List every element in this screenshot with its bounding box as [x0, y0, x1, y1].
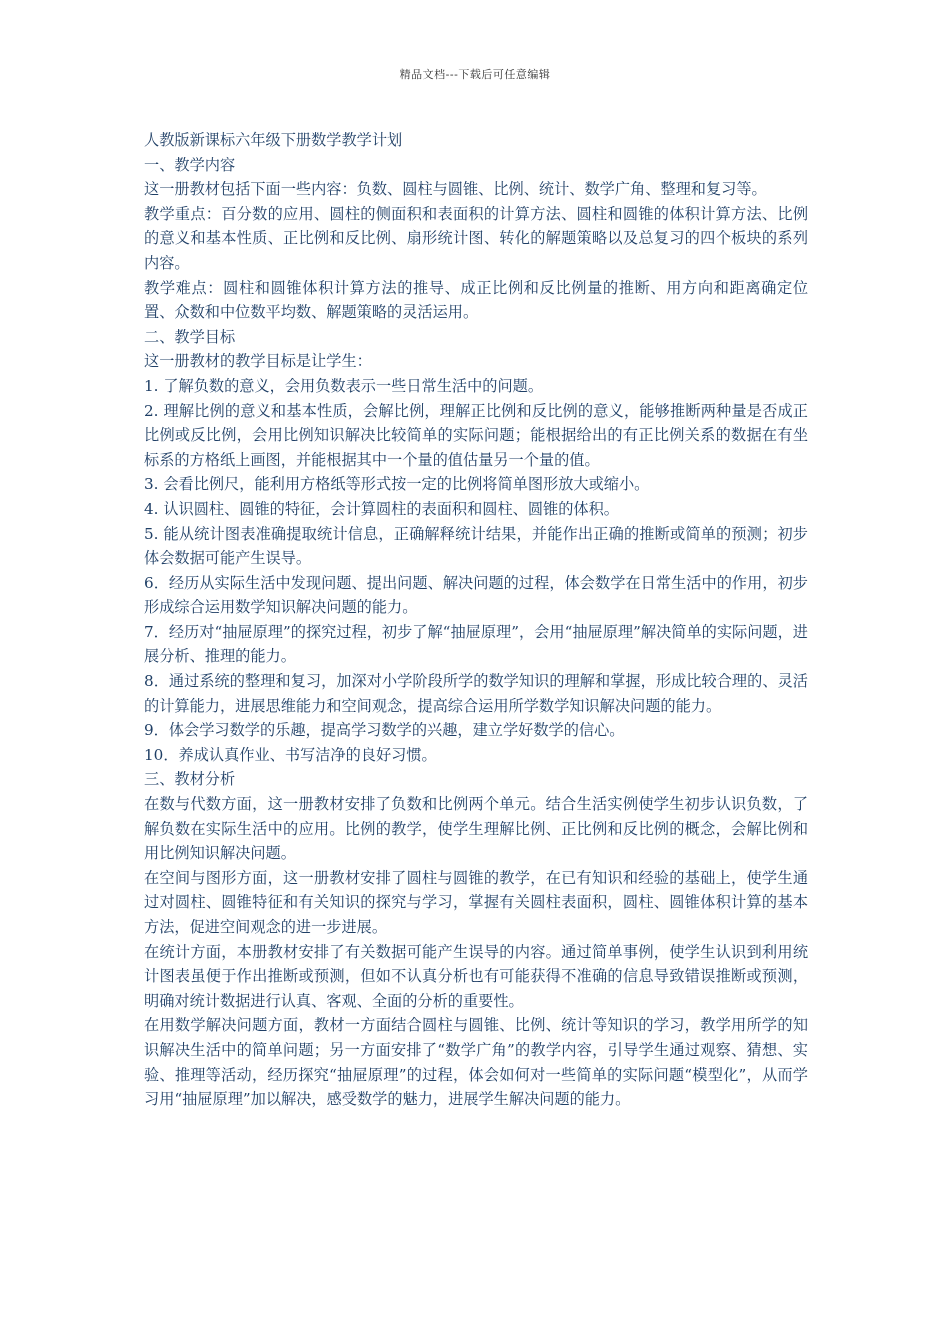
goal-item: 1. 了解负数的意义，会用负数表示一些日常生活中的问题。	[144, 376, 544, 395]
section-heading-goals: 二、教学目标	[144, 327, 236, 346]
document-title: 人教版新课标六年级下册数学教学计划	[144, 131, 403, 149]
analysis-paragraph: 在数与代数方面，这一册教材安排了负数和比例两个单元。结合生活实例使学生初步认识负数，了解负数在实际生活中的应用。比例的教学，使学生理解比例、正比例和反比例的概念，会解比例和用比例知识解决问题。	[144, 795, 808, 863]
goals-intro: 这一册教材的教学目标是让学生：	[144, 352, 372, 371]
section-heading-content: 一、教学内容	[144, 155, 236, 174]
analysis-paragraph: 在统计方面，本册教材安排了有关数据可能产生误导的内容。通过简单事例，使学生认识到利用统计图表虽便于作出推断或预测，但如不认真分析也有可能获得不准确的信息导致错误推断或预测，明确对统计数据进行认真、客观、全面的分析的重要性。	[144, 942, 808, 1010]
analysis-paragraph: 在用数学解决问题方面，教材一方面结合圆柱与圆锥、比例、统计等知识的学习，教学用所学的知识解决生活中的简单问题；另一方面安排了“数学广角”的教学内容，引导学生通过观察、猜想、实验、推理等活动，经历探究“抽屉原理”的过程，体会如何对一些简单的实际问题“模型化”，从而学习用“抽屉原理”加以解决，感受数学的魅力，进展学生解决问题的能力。	[144, 1016, 808, 1109]
key-points-paragraph: 教学重点：百分数的应用、圆柱的侧面积和表面积的计算方法、圆柱和圆锥的体积计算方法、比例的意义和基本性质、正比例和反比例、扇形统计图、转化的解题策略以及总复习的四个板块的系列内容。	[144, 204, 808, 272]
page-header: 精品文档---下载后可任意编辑	[399, 68, 551, 81]
section-heading-analysis: 三、教材分析	[144, 770, 236, 789]
analysis-paragraph: 在空间与图形方面，这一册教材安排了圆柱与圆锥的教学，在已有知识和经验的基础上，使学生通过对圆柱、圆锥特征和有关知识的探究与学习，掌握有关圆柱表面积，圆柱、圆锥体积计算的基本方法，促进空间观念的进一步进展。	[144, 868, 808, 936]
difficulties-paragraph: 教学难点：圆柱和圆锥体积计算方法的推导、成正比例和反比例量的推断、用方向和距离确定位置、众数和中位数平均数、解题策略的灵活运用。	[144, 278, 808, 322]
goal-item: 5. 能从统计图表准确提取统计信息，正确解释统计结果，并能作出正确的推断或简单的预测；初步体会数据可能产生误导。	[144, 524, 808, 568]
goal-item: 3. 会看比例尺，能利用方格纸等形式按一定的比例将简单图形放大或缩小。	[144, 475, 650, 494]
goal-item: 4. 认识圆柱、圆锥的特征，会计算圆柱的表面积和圆柱、圆锥的体积。	[144, 499, 619, 518]
goal-item: 6．经历从实际生活中发现问题、提出问题、解决问题的过程，体会数学在日常生活中的作用，初步形成综合运用数学知识解决问题的能力。	[144, 573, 808, 617]
goal-item: 10．养成认真作业、书写洁净的良好习惯。	[144, 745, 437, 764]
contents-paragraph: 这一册教材包括下面一些内容：负数、圆柱与圆锥、比例、统计、数学广角、整理和复习等。	[144, 180, 767, 199]
goal-item: 7．经历对“抽屉原理”的探究过程，初步了解“抽屉原理”，会用“抽屉原理”解决简单的实际问题，进展分析、推理的能力。	[144, 622, 808, 666]
goal-item: 9．体会学习数学的乐趣，提高学习数学的兴趣，建立学好数学的信心。	[144, 721, 625, 740]
document-body	[144, 128, 808, 1112]
goal-item: 2. 理解比例的意义和基本性质，会解比例，理解正比例和反比例的意义，能够推断两种量是否成正比例或反比例，会用比例知识解决比较简单的实际问题；能根据给出的有正比例关系的数据在有坐标系的方格纸上画图，并能根据其中一个量的值估量另一个量的值。	[144, 401, 808, 469]
goal-item: 8．通过系统的整理和复习，加深对小学阶段所学的数学知识的理解和掌握，形成比较合理的、灵活的计算能力，进展思维能力和空间观念，提高综合运用所学数学知识解决问题的能力。	[144, 672, 808, 715]
